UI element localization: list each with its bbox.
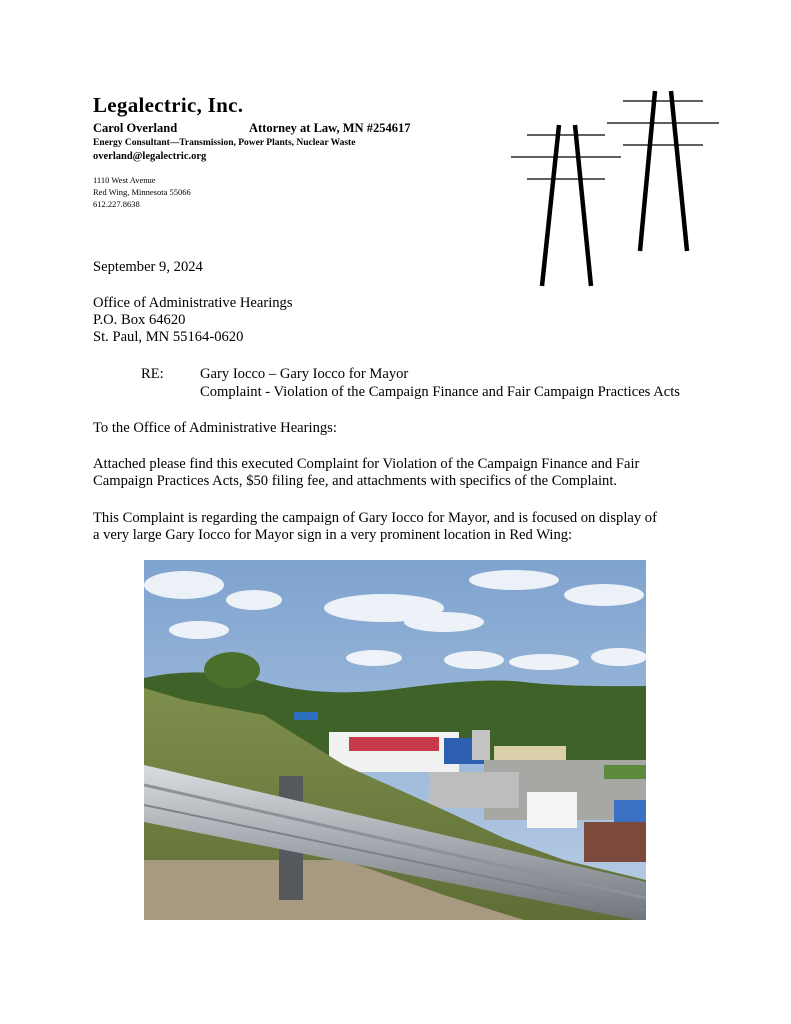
attorney-name: Carol Overland (93, 121, 178, 135)
subject-line: Complaint - Violation of the Campaign Finance and Fair Campaign Practices Acts (200, 384, 680, 400)
paragraph-line: a very large Gary Iocco for Mayor sign in a very prominent location in Red Wing: (93, 527, 573, 543)
attorney-title: Attorney at Law, MN #254617 (249, 121, 411, 135)
recipient-line: P.O. Box 64620 (93, 312, 186, 328)
transmission-towers-icon (505, 85, 725, 295)
recipient-line: St. Paul, MN 55164-0620 (93, 329, 244, 345)
address-line: 1110 West Avenue (93, 175, 156, 185)
paragraph-line: Campaign Practices Acts, $50 filing fee, and attachments with specifics of the Complaint. (93, 473, 618, 489)
attorney-line (93, 121, 473, 136)
address-line: Red Wing, Minnesota 55066 (93, 187, 191, 197)
email-address: overland@legalectric.org (93, 151, 207, 162)
paragraph-line: Attached please find this executed Complaint for Violation of the Campaign Finance and Fair (93, 456, 640, 472)
consultant-line: Energy Consultant—Transmission, Power Plants, Nuclear Waste (93, 138, 356, 148)
firm-name: Legalectric, Inc. (93, 93, 244, 117)
salutation: To the Office of Administrative Hearings: (93, 420, 337, 436)
re-label: RE: (141, 366, 164, 382)
paragraph-line: This Complaint is regarding the campaign of Gary Iocco for Mayor, and is focused on display of (93, 510, 657, 526)
recipient-line: Office of Administrative Hearings (93, 295, 293, 311)
roadside-sign-photo (144, 560, 646, 920)
phone-number: 612.227.8638 (93, 199, 140, 209)
subject-line: Gary Iocco – Gary Iocco for Mayor (200, 366, 409, 382)
letter-date: September 9, 2024 (93, 259, 203, 275)
